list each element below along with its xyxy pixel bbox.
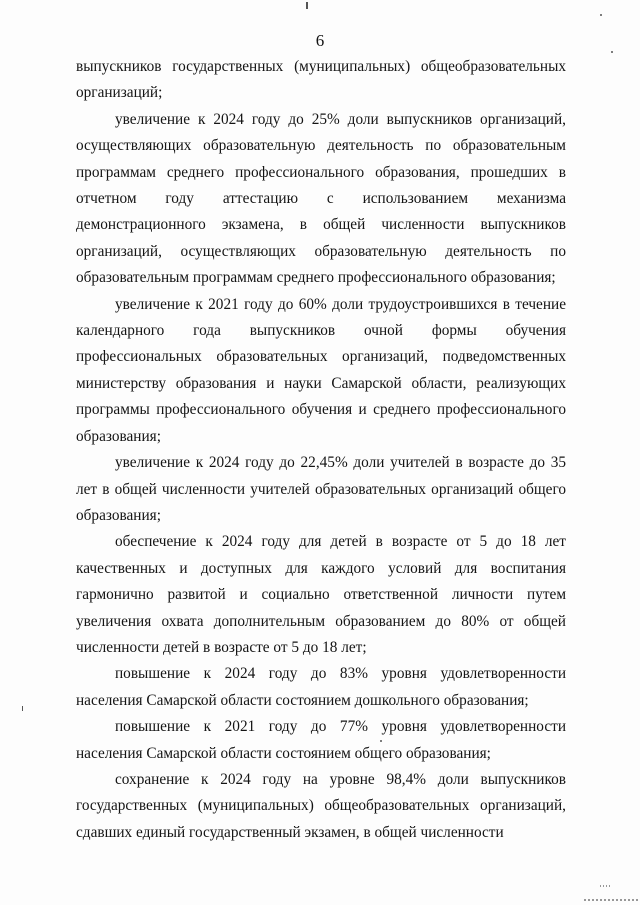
paragraph: обеспечение к 2024 году для детей в возрасте от 5 до 18 лет качественных и доступных для каждого условий для воспитания гармонично развитой и социально ответственной личности путем увеличения охвата дополнительным образованием до 80% от общей численности детей в возрасте от 5 до 18 лет; (76, 533, 566, 656)
scan-edge-marks (580, 880, 640, 905)
paragraph: повышение к 2024 году до 83% уровня удовлетворенности населения Самарской области состоянием дошкольного образования; (76, 665, 566, 709)
paragraph: повышение к 2021 году до 77% уровня удовлетворенности населения Самарской области состоянием общего образования; (76, 718, 566, 762)
document-body (76, 54, 566, 846)
paragraph: увеличение к 2024 году до 25% доли выпускников организаций, осуществляющих образовательную деятельность по образовательным программам среднего профессионального образования, прошедших в отчетном году аттестацию с использованием механизма демонстрационного экзамена, в общей численности выпускников организаций, осуществляющих образовательную деятельность по образовательным программам среднего профессионального образования; (76, 110, 566, 287)
paragraph: выпускников государственных (муниципальных) общеобразовательных организаций; (76, 58, 566, 102)
paragraph: увеличение к 2024 году до 22,45% доли учителей в возрасте до 35 лет в общей численности учителей образовательных организаций общего образования; (76, 454, 566, 524)
paragraph: увеличение к 2021 году до 60% доли трудоустроившихся в течение календарного года выпускников очной формы обучения профессиональных образовательных организаций, подведомственных министерству образования и науки Самарской области, реализующих программы профессионального обучения и среднего профессионального образования; (76, 295, 566, 445)
page-number: 6 (315, 31, 325, 50)
paragraph: сохранение к 2024 году на уровне 98,4% доли выпускников государственных (муниципальных) общеобразовательных организаций, сдавших единый государственный экзамен, в общей численности (76, 770, 566, 841)
